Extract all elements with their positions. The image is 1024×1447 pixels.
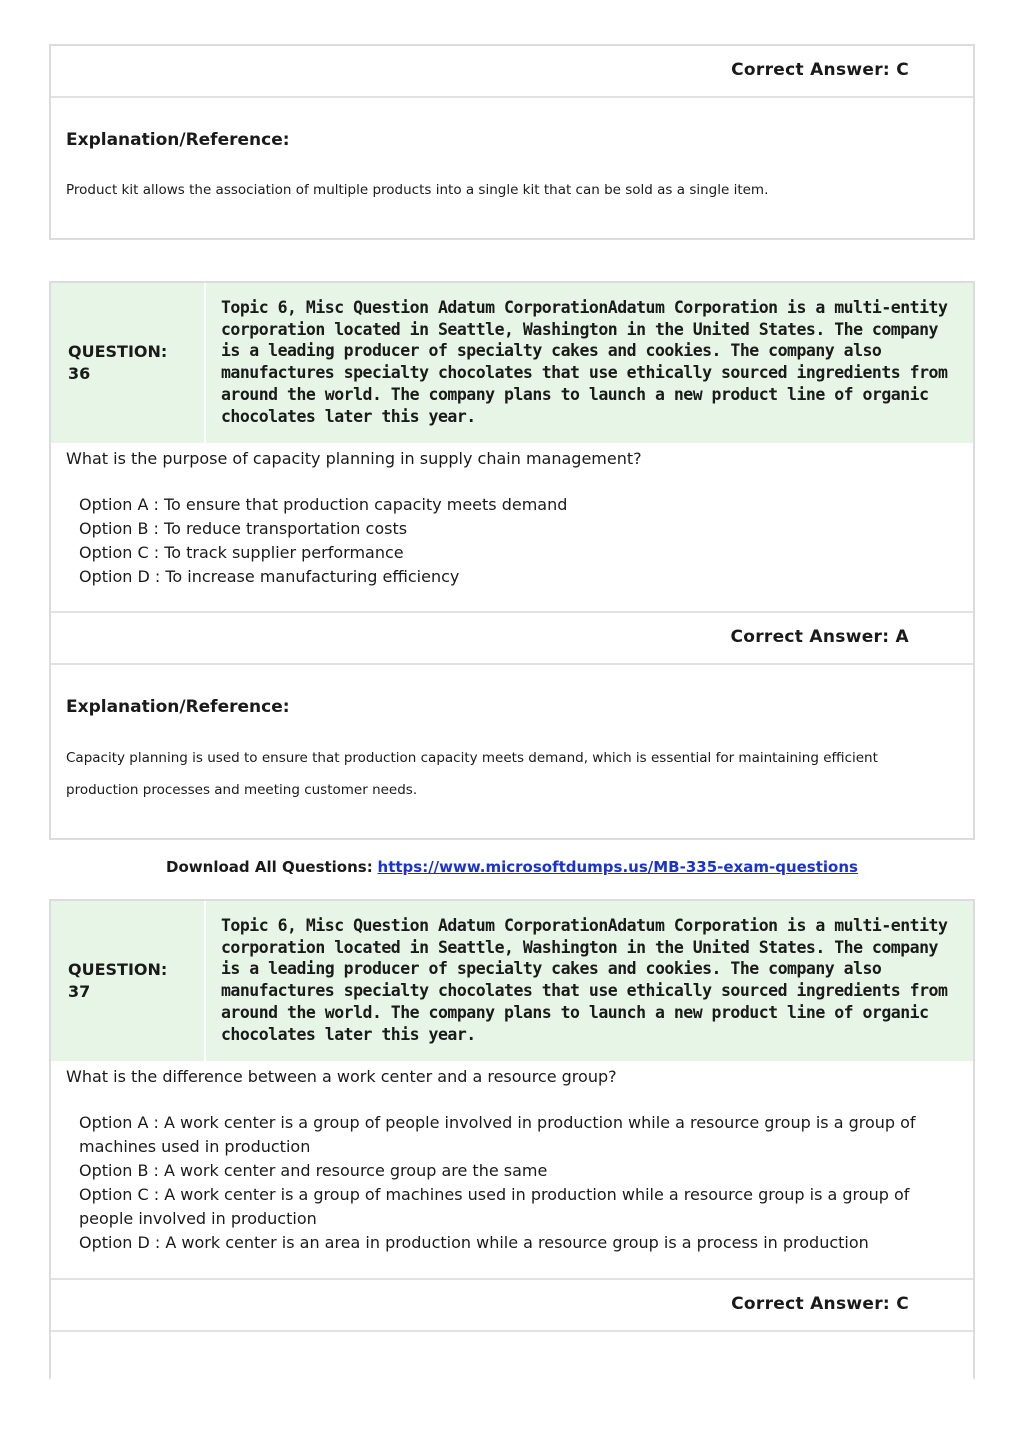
- question-text: What is the purpose of capacity planning in supply chain management?: [66, 449, 642, 468]
- question-block-36: [49, 281, 975, 840]
- question-number: QUESTION: 37: [68, 960, 168, 1001]
- correct-answer: Correct Answer: A: [730, 627, 909, 647]
- download-label: Download All Questions:: [166, 858, 373, 876]
- question-text: What is the difference between a work center and a resource group?: [66, 1067, 617, 1086]
- option-a: Option A : A work center is a group of people involved in production while a resource group is a group of machines used in production: [79, 1113, 916, 1156]
- option-b: Option B : A work center and resource group are the same: [79, 1161, 548, 1180]
- question-number-cell: [51, 283, 206, 443]
- question-body: [51, 1061, 973, 1280]
- options-list: [79, 493, 933, 589]
- answer-row: [51, 613, 973, 665]
- explanation-text: Capacity planning is used to ensure that production capacity meets demand, which is essential for maintaining efficient production processes and meeting customer needs.: [66, 750, 878, 798]
- question-header: [51, 901, 973, 1061]
- explanation-title: Explanation/Reference:: [66, 697, 290, 717]
- download-link[interactable]: https://www.microsoftdumps.us/MB-335-exam-questions: [377, 858, 858, 876]
- question-header: [51, 283, 973, 443]
- question-number-cell: [51, 901, 206, 1061]
- question-topic: Topic 6, Misc Question Adatum CorporationAdatum Corporation is a multi-entity corporation located in Seattle, Washington in the United States. The company is a leading producer of specialty cakes and cookies. The company also manufactures specialty chocolates that use ethically sourced ingredients from around the world. The company plans to launch a new product line of organic chocolates later this year.: [221, 298, 948, 426]
- answer-row: [51, 46, 973, 98]
- question-body: [51, 443, 973, 613]
- option-b: Option B : To reduce transportation costs: [79, 519, 408, 538]
- question-block-37: [49, 899, 975, 1379]
- option-c: Option C : A work center is a group of machines used in production while a resource group is a group of people involved in production: [79, 1185, 910, 1228]
- question-number: QUESTION: 36: [68, 342, 168, 383]
- option-d: Option D : To increase manufacturing efficiency: [79, 567, 460, 586]
- answer-block-35: [49, 44, 975, 240]
- explanation-title: Explanation/Reference:: [66, 130, 290, 150]
- correct-answer: Correct Answer: C: [731, 1294, 909, 1314]
- option-a: Option A : To ensure that production capacity meets demand: [79, 495, 568, 514]
- option-d: Option D : A work center is an area in production while a resource group is a process in production: [79, 1233, 869, 1252]
- correct-answer: Correct Answer: C: [731, 60, 909, 80]
- answer-row: [51, 1280, 973, 1332]
- explanation-text: Product kit allows the association of multiple products into a single kit that can be sold as a single item.: [66, 182, 769, 198]
- download-line: [0, 858, 1024, 876]
- option-c: Option C : To track supplier performance: [79, 543, 404, 562]
- question-topic: Topic 6, Misc Question Adatum CorporationAdatum Corporation is a multi-entity corporation located in Seattle, Washington in the United States. The company is a leading producer of specialty cakes and cookies. The company also manufactures specialty chocolates that use ethically sourced ingredients from around the world. The company plans to launch a new product line of organic chocolates later this year.: [221, 916, 948, 1044]
- options-list: [79, 1111, 933, 1255]
